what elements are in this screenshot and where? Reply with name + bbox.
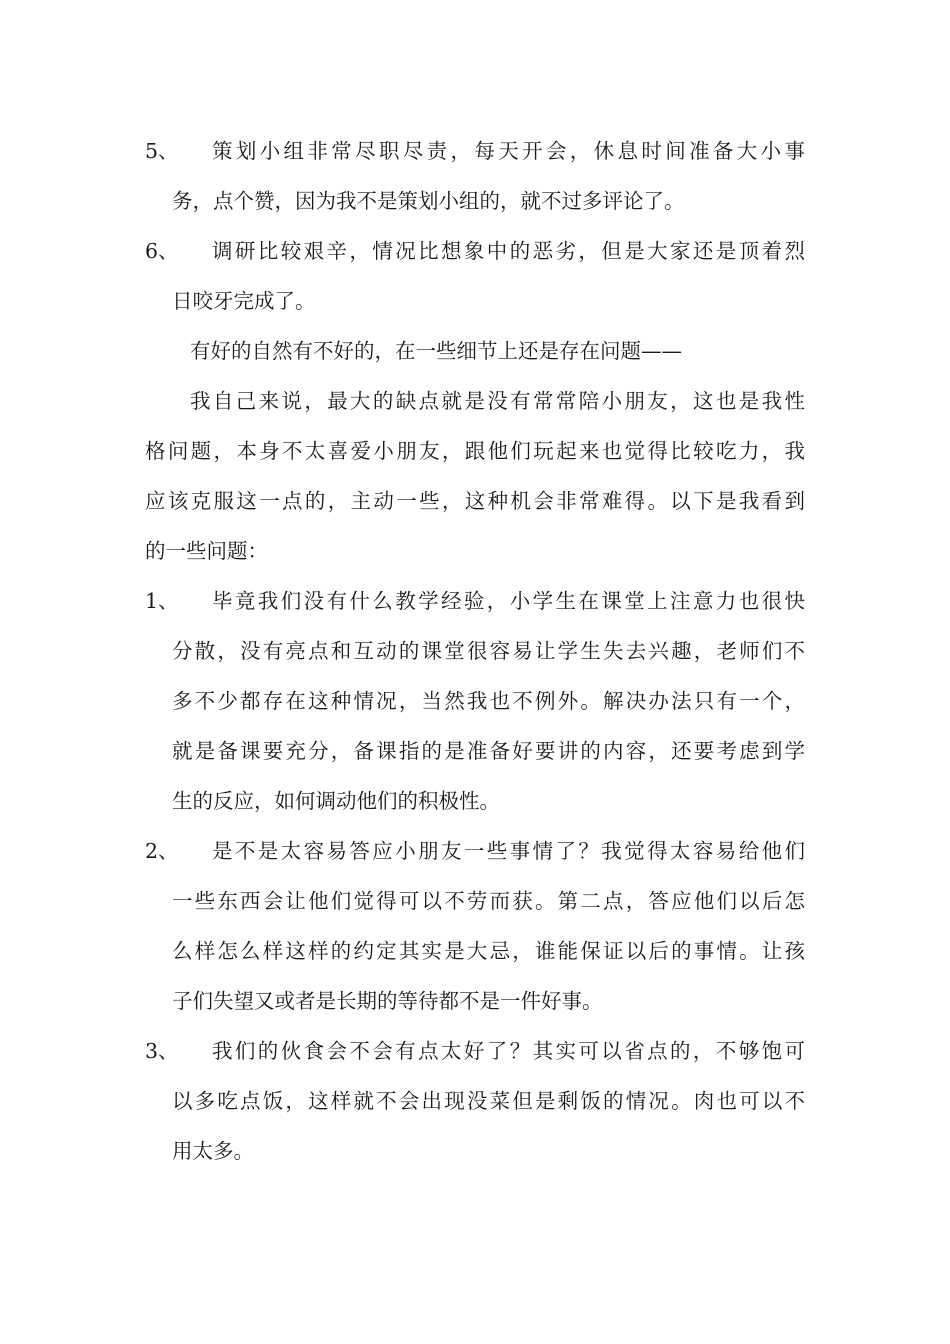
list-item-6-line-1 [0,231,950,271]
paragraph-text: 有好的自然有不好的，在一些细节上还是存在问题—— [190,339,682,363]
problem-2-line-2 [0,881,950,921]
problem-3-line-2 [0,1081,950,1121]
list-item-5-line-2 [0,181,950,221]
paragraph-text: 我自己来说，最大的缺点就是没有常常陪小朋友，这也是我性 [190,389,805,413]
list-item-6-line-2 [0,281,950,321]
list-text: 就是备课要充分，备课指的是准备好要讲的内容，还要考虑到学 [172,739,805,763]
list-text: 分散，没有亮点和互动的课堂很容易让学生失去兴趣，老师们不 [172,639,805,663]
paragraph-text: 格问题，本身不太喜爱小朋友，跟他们玩起来也觉得比较吃力，我 [145,439,805,463]
list-text: 以多吃点饭，这样就不会出现没菜但是剩饭的情况。肉也可以不 [172,1089,805,1113]
list-text: 调研比较艰辛，情况比想象中的恶劣，但是大家还是顶着烈 [212,239,805,263]
list-number: 2、 [145,839,179,863]
paragraph-text: 应该克服这一点的，主动一些，这种机会非常难得。以下是我看到 [145,489,805,513]
problem-1-line-1 [0,581,950,621]
list-text: 一些东西会让他们觉得可以不劳而获。第二点，答应他们以后怎 [172,889,805,913]
problem-2-line-3 [0,931,950,971]
list-text: 日咬牙完成了。 [172,289,316,313]
problem-1-line-2 [0,631,950,671]
list-text: 策划小组非常尽职尽责，每天开会，休息时间准备大小事 [212,139,805,163]
list-item-5-line-1 [0,131,950,171]
list-number: 3、 [145,1039,179,1063]
list-text: 我们的伙食会不会有点太好了？其实可以省点的，不够饱可 [212,1039,805,1063]
list-text: 务，点个赞，因为我不是策划小组的，就不过多评论了。 [172,189,685,213]
list-text: 子们失望又或者是长期的等待都不是一件好事。 [172,989,603,1013]
problem-1-line-5 [0,781,950,821]
list-text: 么样怎么样这样的约定其实是大忌，谁能保证以后的事情。让孩 [172,939,805,963]
paragraph-self-line-3 [0,481,950,521]
paragraph-text: 的一些问题： [145,539,268,563]
list-text: 多不少都存在这种情况，当然我也不例外。解决办法只有一个， [172,689,805,713]
problem-3-line-1 [0,1031,950,1071]
list-number: 6、 [145,239,179,263]
paragraph-intro [0,331,950,371]
list-text: 毕竟我们没有什么教学经验，小学生在课堂上注意力也很快 [212,589,805,613]
problem-1-line-4 [0,731,950,771]
list-text: 用太多。 [172,1139,254,1163]
list-number: 1、 [145,589,179,613]
problem-3-line-3 [0,1131,950,1171]
problem-2-line-1 [0,831,950,871]
list-text: 是不是太容易答应小朋友一些事情了？我觉得太容易给他们 [212,839,805,863]
problem-2-line-4 [0,981,950,1021]
list-number: 5、 [145,139,179,163]
paragraph-self-line-4 [0,531,950,571]
list-text: 生的反应，如何调动他们的积极性。 [172,789,500,813]
paragraph-self-line-1 [0,381,950,421]
problem-1-line-3 [0,681,950,721]
paragraph-self-line-2 [0,431,950,471]
